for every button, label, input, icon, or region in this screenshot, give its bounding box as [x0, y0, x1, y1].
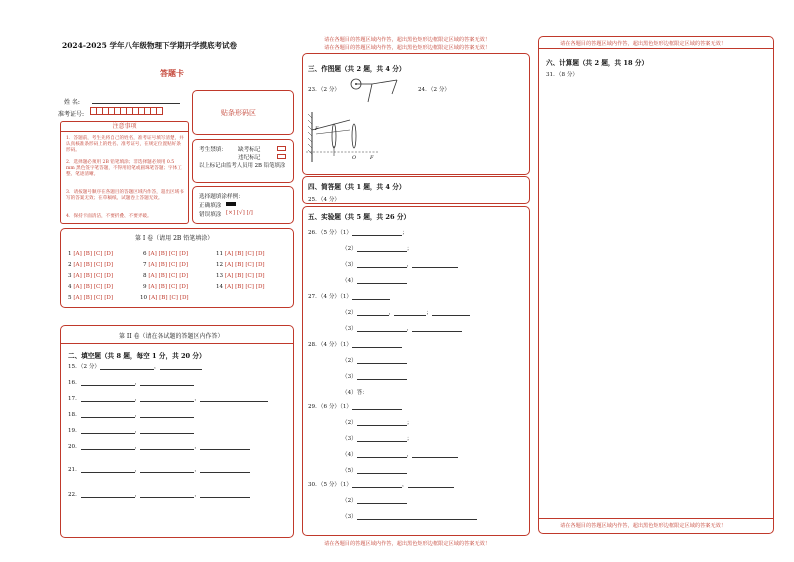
q26-row-4[interactable]: （4） — [342, 276, 407, 284]
notice-box — [60, 121, 189, 224]
choice-row[interactable]: 6 [A] [B] [C] [D] — [143, 251, 189, 257]
name-underline — [92, 103, 180, 104]
exam-title: 2024-2025 学年八年级物理下学期开学摸底考试卷 — [62, 41, 237, 50]
right-top-rule — [538, 48, 774, 49]
middle-warning-bottom: 请在各题目的答题区域内作答，超出黑色矩形边框限定区域的答案无效！ — [324, 541, 491, 547]
q26-row-2[interactable]: （2） ； — [342, 246, 413, 252]
q25-label: 25．（4 分） — [308, 197, 341, 203]
ticket-number-cells[interactable] — [90, 107, 162, 115]
section2-title: 二、填空题（共 8 题，每空 1 分，共 20 分） — [68, 352, 206, 360]
answer-card-title: 答题卡 — [160, 68, 184, 78]
wrong-fill-marks: [×] [√] [/] — [226, 210, 253, 216]
choice-row[interactable]: 11 [A] [B] [C] [D] — [216, 251, 265, 257]
section6-title: 六、计算题（共 2 题，共 18 分） — [546, 59, 649, 67]
notice-title-bar — [61, 122, 188, 132]
exam-status-label: 考生禁填： — [199, 147, 227, 153]
choice-row[interactable]: 14 [A] [B] [C] [D] — [216, 284, 265, 290]
correct-fill-mark — [226, 202, 236, 206]
q18[interactable]: 18． ， — [68, 410, 194, 418]
q26-row-3[interactable]: （3） ， — [342, 260, 458, 268]
correct-fill-label: 正确填涂 — [199, 203, 222, 209]
ticket-label: 准考证号: — [58, 111, 85, 118]
notice-item-1: 1．答题前，考生先将自己的姓名，准考证号填写清楚，并认真核准条形码上的姓名、准考证号，在规定位置贴好条形码。 — [66, 136, 184, 153]
middle-warning-top-2: 请在各题目的答题区域内作答，超出黑色矩形边框限定区域的答案无效！ — [324, 45, 491, 51]
part2-title: 第 II 卷（请在各试题的答题区内作答） — [119, 333, 224, 340]
q30-row-3[interactable]: （3） — [342, 512, 477, 520]
section5-title: 五、实验题（共 5 题，共 26 分） — [308, 213, 411, 221]
choice-row[interactable]: 2 [A] [B] [C] [D] — [68, 262, 114, 268]
q26-row-1[interactable]: 26．（5 分）（1） ； — [308, 230, 408, 236]
section6-box — [538, 36, 774, 534]
absent-label: 缺考标记 — [238, 147, 261, 153]
q16[interactable]: 16． ， — [68, 378, 194, 386]
part2-title-rule — [61, 343, 293, 344]
middle-warning-top-1: 请在各题目的答题区域内作答，超出黑色矩形边框限定区域的答案无效！ — [324, 37, 491, 43]
right-warning-top: 请在各题目的答题区域内作答，超出黑色矩形边框限定区域的答案无效！ — [560, 41, 727, 47]
choice-row[interactable]: 3 [A] [B] [C] [D] — [68, 273, 114, 279]
cheat-label: 违纪标记 — [238, 155, 261, 161]
fill-example-title: 选择题填涂样例： — [199, 194, 244, 200]
q29-row-3[interactable]: （3） ； — [342, 436, 413, 442]
choice-row[interactable]: 1 [A] [B] [C] [D] — [68, 251, 114, 257]
absent-checkbox[interactable] — [277, 146, 286, 151]
q15[interactable]: 15．（2 分） ， — [68, 362, 202, 370]
barcode-label: 贴条形码区 — [221, 109, 256, 117]
cheat-checkbox[interactable] — [277, 154, 286, 159]
choice-row[interactable]: 9 [A] [B] [C] [D] — [143, 284, 189, 290]
barcode-area — [192, 90, 294, 135]
choice-row[interactable]: 7 [A] [B] [C] [D] — [143, 262, 189, 268]
q29-row-5[interactable]: （5） — [342, 466, 407, 474]
choice-row[interactable]: 13 [A] [B] [C] [D] — [216, 273, 265, 279]
section3-title: 三、作图题（共 2 题，共 4 分） — [308, 65, 406, 73]
choice-row[interactable]: 5 [A] [B] [C] [D] — [68, 295, 114, 301]
q22[interactable]: 22． ， ， — [68, 490, 250, 498]
q28-row-4[interactable]: （4）答： — [342, 390, 368, 396]
exam-status-box — [192, 139, 294, 183]
part1-title: 第 I 卷（请用 2B 铅笔填涂） — [135, 235, 214, 242]
choice-row[interactable]: 8 [A] [B] [C] [D] — [143, 273, 189, 279]
q23-label: 23．（2 分） — [308, 87, 341, 93]
choice-row[interactable]: 10 [A] [B] [C] [D] — [140, 295, 189, 301]
q27-row-1[interactable]: 27．（4 分）（1） — [308, 292, 390, 300]
q24-origin-label: O — [352, 155, 357, 161]
q19[interactable]: 19． ， — [68, 426, 194, 434]
q27-row-2[interactable]: （2） ， ； — [342, 308, 470, 316]
q27-row-3[interactable]: （3） ， — [342, 324, 462, 332]
choice-row[interactable]: 12 [A] [B] [C] [D] — [216, 262, 265, 268]
q29-row-2[interactable]: （2） ； — [342, 420, 413, 426]
notice-title: 注意事项 — [112, 123, 137, 130]
q31-label: 31．（8 分） — [546, 72, 579, 78]
q21[interactable]: 21． ， ， — [68, 465, 250, 473]
choice-row[interactable]: 4 [A] [B] [C] [D] — [68, 284, 114, 290]
q30-row-2[interactable]: （2） — [342, 496, 407, 504]
name-label: 姓 名: — [64, 99, 80, 106]
notice-item-4: 4．保持卡面清洁，不要折叠、不要弄破。 — [66, 214, 152, 219]
notice-item-2: 2．选择题必须用 2B 铅笔填涂；非选择题必须用 0.5 mm 黑色签字笔答题，不得用铅笔或圆珠笔答题；字体工整、笔迹清晰。 — [66, 160, 182, 177]
q28-row-2[interactable]: （2） — [342, 356, 407, 364]
q24-label: 24．（2 分） — [418, 87, 451, 93]
q30-row-1[interactable]: 30．（5 分）（1） ， — [308, 480, 454, 488]
q29-row-4[interactable]: （4） ， — [342, 450, 458, 458]
notice-item-3: 3．请按题号顺序在各题目的答题区域内作答，超出区域书写的答案无效；在草稿纸、试题卷上答题无效。 — [66, 190, 184, 201]
q20[interactable]: 20． ， ， — [68, 442, 250, 450]
q24-focus-label-right: F — [370, 155, 374, 161]
fill-example-box — [192, 186, 294, 224]
exam-status-note: 以上标记由监考人员用 2B 铅笔填涂 — [199, 163, 286, 169]
q24-focus-label-left: F — [315, 126, 319, 132]
q29-row-1[interactable]: 29．（6 分）（1） — [308, 402, 402, 410]
q23-lever-figure[interactable] — [342, 76, 402, 106]
right-warning-bottom: 请在各题目的答题区域内作答，超出黑色矩形边框限定区域的答案无效！ — [560, 523, 727, 529]
q28-row-1[interactable]: 28．（4 分）（1） — [308, 340, 402, 348]
q28-row-3[interactable]: （3） — [342, 372, 407, 380]
right-bottom-rule — [538, 518, 774, 519]
wrong-fill-label: 错误填涂 — [199, 212, 222, 218]
q17[interactable]: 17． ， ， — [68, 394, 268, 402]
section4-title: 四、简答题（共 1 题，共 4 分） — [308, 183, 406, 191]
